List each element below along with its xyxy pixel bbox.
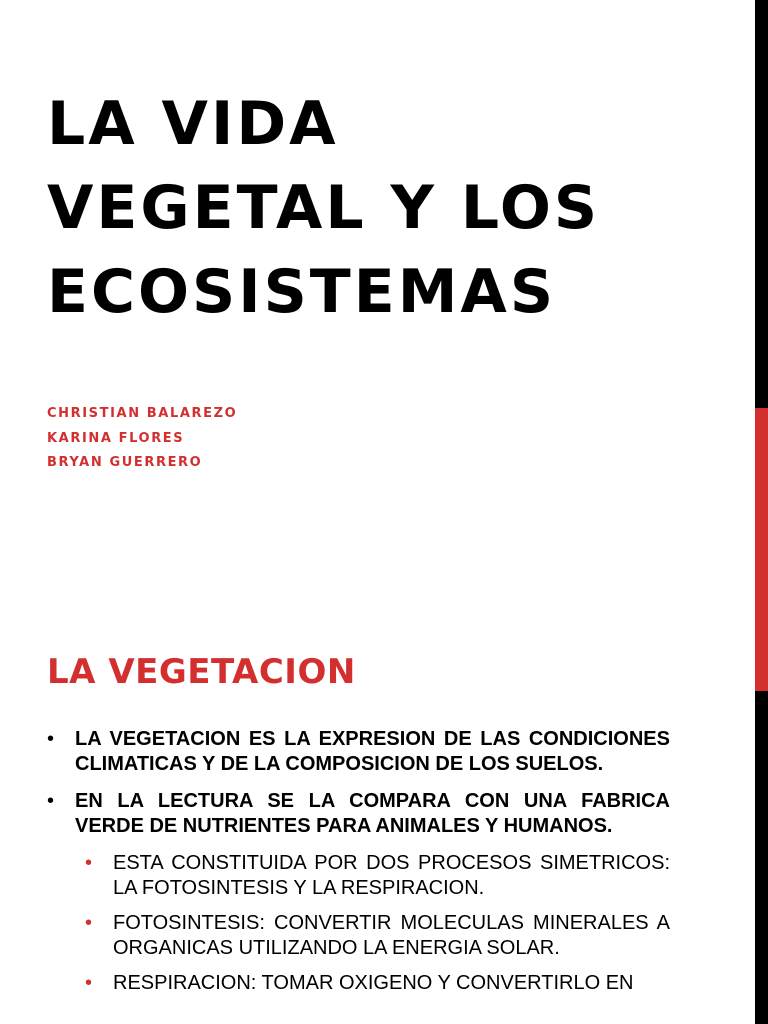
sub-bullet-item [47,851,670,901]
author-list [47,402,237,476]
title-line: VEGETAL Y LOS [47,173,601,243]
bullet-text: LA VEGETACION ES LA EXPRESION DE LAS CONDICIONES CLIMATICAS Y DE LA COMPOSICION DE LOS SUELOS. [75,728,670,775]
sub-bullet-text: FOTOSINTESIS: CONVERTIR MOLECULAS MINERALES A ORGANICAS UTILIZANDO LA ENERGIA SOLAR. [113,912,670,959]
sub-bullet-item [47,911,670,961]
section-title: LA VEGETACION [47,652,356,692]
bullet-marker: • [47,790,55,812]
bullet-marker: • [47,728,55,750]
bullet-marker: • [85,852,93,874]
main-title [47,82,747,334]
bullet-marker: • [85,912,93,934]
side-bar-red [755,408,768,691]
title-line: ECOSISTEMAS [47,257,557,327]
title-line: LA VIDA [47,89,339,159]
bullet-marker: • [85,972,93,994]
sub-bullet-item [47,971,670,996]
side-bar-black-top [755,0,768,408]
bullet-text: EN LA LECTURA SE LA COMPARA CON UNA FABRICA VERDE DE NUTRIENTES PARA ANIMALES Y HUMANOS. [75,790,670,837]
author-name: BRYAN GUERRERO [47,455,203,470]
bullet-list [47,727,670,1006]
author-name: CHRISTIAN BALAREZO [47,406,238,421]
author-name: KARINA FLORES [47,430,185,446]
sub-bullet-text: ESTA CONSTITUIDA POR DOS PROCESOS SIMETRICOS: LA FOTOSINTESIS Y LA RESPIRACION. [113,852,670,899]
bullet-item [47,789,670,839]
bullet-item [47,727,670,777]
sub-bullet-text: RESPIRACION: TOMAR OXIGENO Y CONVERTIRLO EN [113,972,634,994]
side-bar-black-bottom [755,691,768,1024]
